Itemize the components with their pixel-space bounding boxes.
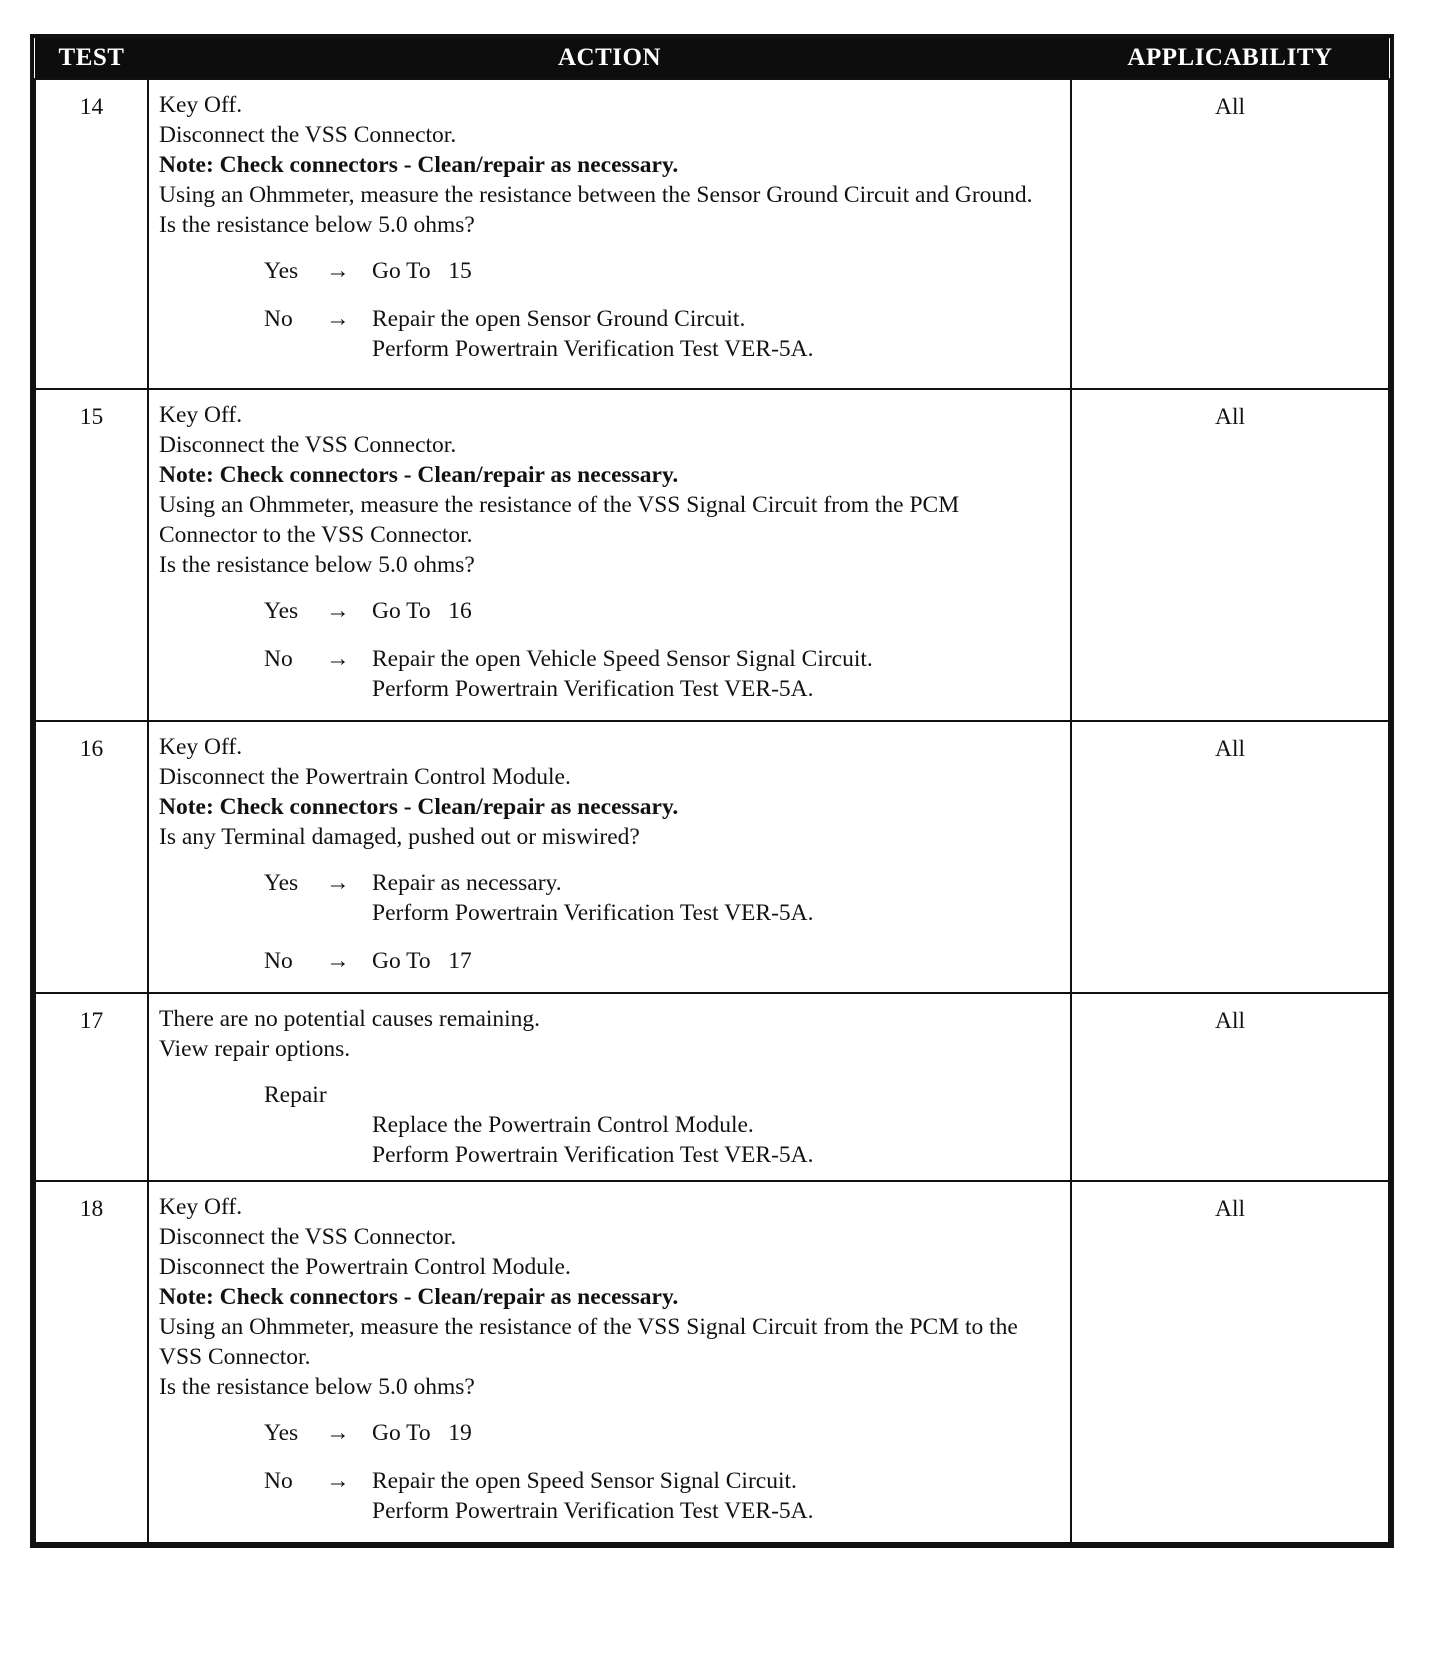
no-choice [264, 304, 1062, 364]
action-cell [148, 389, 1071, 721]
action-step: Is the resistance below 5.0 ohms? [159, 552, 475, 578]
action-step: Key Off. [159, 92, 243, 118]
test-number: 17 [35, 993, 148, 1181]
decision-choices [159, 256, 1062, 364]
result-text: Perform Powertrain Verification Test VER-5A. [372, 676, 814, 702]
note-text: Note: Check connectors - Clean/repair as necessary. [159, 1284, 679, 1310]
result-text: Go To 16 [372, 598, 472, 624]
action-cell [148, 993, 1071, 1181]
action-cell [148, 1181, 1071, 1543]
repair-options [159, 1080, 1062, 1170]
diagnostic-table [34, 38, 1390, 1544]
action-step: Using an Ohmmeter, measure the resistance of the VSS Signal Circuit from the PCM to the VSS Connector. [159, 1314, 1018, 1370]
table-row [35, 993, 1389, 1181]
action-step: Key Off. [159, 1194, 243, 1220]
table-header-row [35, 38, 1389, 79]
table-row [35, 79, 1389, 389]
decision-choices [159, 596, 1062, 704]
diagnostic-table-sheet [30, 34, 1394, 1548]
action-step: Key Off. [159, 734, 243, 760]
right-arrow-icon: → [326, 646, 350, 672]
test-number: 14 [35, 79, 148, 389]
note-text: Note: Check connectors - Clean/repair as necessary. [159, 152, 679, 178]
yes-choice-result [372, 1418, 1062, 1448]
no-choice-result [372, 1466, 1062, 1526]
action-cell [148, 79, 1071, 389]
action-step: Disconnect the VSS Connector. [159, 122, 457, 148]
result-text: Perform Powertrain Verification Test VER-5A. [372, 900, 814, 926]
result-text: Repair the open Vehicle Speed Sensor Signal Circuit. [372, 646, 873, 672]
result-text: Go To 15 [372, 258, 472, 284]
test-number: 15 [35, 389, 148, 721]
action-step: Disconnect the Powertrain Control Module. [159, 764, 571, 790]
yes-choice [264, 1418, 1062, 1448]
header-applicability: APPLICABILITY [1071, 38, 1389, 79]
action-step: Is any Terminal damaged, pushed out or miswired? [159, 824, 640, 850]
no-choice [264, 1466, 1062, 1526]
action-step: There are no potential causes remaining. [159, 1006, 541, 1032]
action-step: Disconnect the VSS Connector. [159, 432, 457, 458]
applicability-value: All [1071, 1181, 1389, 1543]
right-arrow-icon: → [326, 870, 350, 896]
no-choice-label: No [264, 948, 293, 974]
repair-step: Replace the Powertrain Control Module. [372, 1112, 754, 1138]
no-choice [264, 946, 1062, 976]
right-arrow-icon: → [326, 258, 350, 284]
right-arrow-icon: → [326, 948, 350, 974]
yes-choice-label: Yes [264, 1420, 299, 1446]
action-step: Key Off. [159, 402, 243, 428]
no-choice-result [372, 946, 1062, 976]
header-test: TEST [35, 38, 148, 79]
action-step: Using an Ohmmeter, measure the resistance between the Sensor Ground Circuit and Ground. [159, 182, 1033, 208]
right-arrow-icon: → [326, 1468, 350, 1494]
test-number: 18 [35, 1181, 148, 1543]
note-text: Note: Check connectors - Clean/repair as necessary. [159, 462, 679, 488]
action-cell [148, 721, 1071, 993]
table-body [35, 79, 1389, 1543]
action-step: Disconnect the VSS Connector. [159, 1224, 457, 1250]
yes-choice [264, 868, 1062, 928]
right-arrow-icon: → [326, 306, 350, 332]
result-text: Repair as necessary. [372, 870, 562, 896]
result-text: Repair the open Sensor Ground Circuit. [372, 306, 746, 332]
yes-choice-label: Yes [264, 598, 299, 624]
yes-choice [264, 256, 1062, 286]
yes-choice-result [372, 868, 1062, 928]
test-number: 16 [35, 721, 148, 993]
right-arrow-icon: → [326, 598, 350, 624]
result-text: Go To 19 [372, 1420, 472, 1446]
action-step: Using an Ohmmeter, measure the resistance of the VSS Signal Circuit from the PCM Connector to the VSS Connector. [159, 492, 960, 548]
action-step: View repair options. [159, 1036, 351, 1062]
result-text: Perform Powertrain Verification Test VER-5A. [372, 336, 814, 362]
no-choice [264, 644, 1062, 704]
yes-choice-label: Yes [264, 258, 299, 284]
no-choice-label: No [264, 1468, 293, 1494]
header-action: ACTION [148, 38, 1071, 79]
right-arrow-icon: → [326, 1420, 350, 1446]
result-text: Perform Powertrain Verification Test VER-5A. [372, 1498, 814, 1524]
table-row [35, 389, 1389, 721]
table-row [35, 721, 1389, 993]
result-text: Repair the open Speed Sensor Signal Circuit. [372, 1468, 797, 1494]
repair-label: Repair [264, 1082, 327, 1108]
action-step: Is the resistance below 5.0 ohms? [159, 212, 475, 238]
no-choice-result [372, 304, 1062, 364]
applicability-value: All [1071, 721, 1389, 993]
applicability-value: All [1071, 79, 1389, 389]
decision-choices [159, 1418, 1062, 1526]
no-choice-result [372, 644, 1062, 704]
yes-choice-result [372, 256, 1062, 286]
no-choice-label: No [264, 306, 293, 332]
no-choice-label: No [264, 646, 293, 672]
applicability-value: All [1071, 993, 1389, 1181]
table-row [35, 1181, 1389, 1543]
yes-choice-label: Yes [264, 870, 299, 896]
repair-steps [264, 1110, 1062, 1170]
yes-choice-result [372, 596, 1062, 626]
action-step: Is the resistance below 5.0 ohms? [159, 1374, 475, 1400]
decision-choices [159, 868, 1062, 976]
applicability-value: All [1071, 389, 1389, 721]
note-text: Note: Check connectors - Clean/repair as necessary. [159, 794, 679, 820]
action-step: Disconnect the Powertrain Control Module. [159, 1254, 571, 1280]
repair-step: Perform Powertrain Verification Test VER-5A. [372, 1142, 814, 1168]
yes-choice [264, 596, 1062, 626]
result-text: Go To 17 [372, 948, 472, 974]
